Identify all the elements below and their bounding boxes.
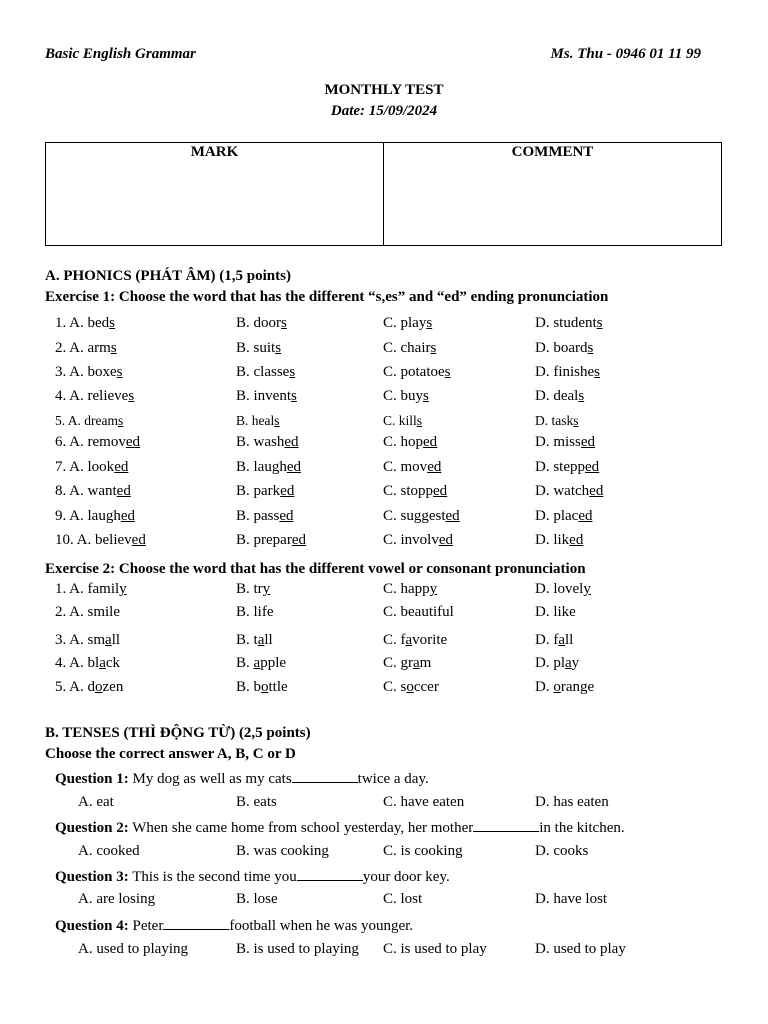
answer-blank <box>473 818 539 832</box>
answer-option: D. orange <box>535 679 595 695</box>
exercise-1-row <box>0 508 768 530</box>
question-text: Question 3: This is the second time you your door key. <box>55 869 450 885</box>
answer-option: D. deals <box>535 388 585 404</box>
exercise-1-row <box>0 340 768 362</box>
underlined-ending: s <box>573 413 579 428</box>
underlined-ending: ed <box>286 459 302 475</box>
underlined-ending: s <box>578 388 585 404</box>
answer-option: A. used to playing <box>78 941 188 957</box>
comment-cell: COMMENT <box>511 144 594 160</box>
mark-comment-table <box>45 142 722 246</box>
answer-option: 9. A. laughed <box>55 508 136 524</box>
underlined-ending: ed <box>585 459 600 475</box>
underlined-ending: s <box>289 364 296 380</box>
question-text: Question 4: Peter football when he was younger. <box>55 918 414 934</box>
answer-option: 7. A. looked <box>55 459 129 475</box>
test-date: Date: 15/09/2024 <box>330 103 438 119</box>
underlined-ending: ed <box>433 483 448 499</box>
underlined-ending: s <box>118 413 124 428</box>
answer-option: B. laughed <box>236 459 302 475</box>
question-label: Question 1: <box>55 771 129 787</box>
exercise-2-row <box>0 679 768 701</box>
exercise-1-row <box>0 364 768 386</box>
answer-option: C. happy <box>383 581 438 597</box>
answer-blank <box>292 769 358 783</box>
underlined-sound: y <box>583 581 591 597</box>
answer-option: 3. A. small <box>55 632 121 648</box>
answer-blank <box>163 916 229 930</box>
answer-option: C. beautiful <box>383 604 454 620</box>
question-label: Question 2: <box>55 820 129 836</box>
answer-option: B. classes <box>236 364 296 380</box>
answer-option: B. suits <box>236 340 282 356</box>
exercise-2-row <box>0 632 768 654</box>
answer-option: D. watched <box>535 483 604 499</box>
teacher-contact: Ms. Thu - 0946 01 11 99 <box>550 46 701 62</box>
underlined-ending: s <box>281 315 287 331</box>
answer-option: B. eats <box>236 794 277 810</box>
answer-option: B. is used to playing <box>236 941 359 957</box>
answer-option: C. lost <box>383 891 423 907</box>
exercise-2-row <box>0 581 768 603</box>
exercise-1-title: Exercise 1: Choose the word that has the different “s,es” and “ed” ending pronunciation <box>45 289 609 305</box>
answer-option: C. have eaten <box>383 794 465 810</box>
underlined-ending: ed <box>438 532 454 548</box>
answer-option: B. washed <box>236 434 299 450</box>
answer-option: 4. A. black <box>55 655 121 671</box>
answer-option: C. soccer <box>383 679 439 695</box>
answer-option: C. moved <box>383 459 442 475</box>
answer-option: C. potatoes <box>383 364 451 380</box>
underlined-sound: a <box>253 655 261 671</box>
question-options-row <box>0 891 768 913</box>
underlined-ending: ed <box>280 483 295 499</box>
exercise-1-row <box>0 388 768 410</box>
answer-option: D. fall <box>535 632 574 648</box>
answer-option: C. chairs <box>383 340 437 356</box>
exercise-1-row <box>0 459 768 481</box>
section-b-title: B. TENSES (THÌ ĐỘNG TỪ) (2,5 points) <box>45 725 311 741</box>
answer-option: D. have lost <box>535 891 608 907</box>
answer-option: D. missed <box>535 434 596 450</box>
underlined-ending: ed <box>284 434 299 450</box>
answer-option: C. gram <box>383 655 432 671</box>
underlined-ending: s <box>594 364 601 380</box>
answer-option: B. life <box>236 604 274 620</box>
underlined-ending: ed <box>291 532 306 548</box>
answer-option: C. suggested <box>383 508 460 524</box>
answer-option: 4. A. relieves <box>55 388 135 404</box>
exercise-1-row <box>0 315 768 337</box>
question-options-row <box>0 794 768 816</box>
underlined-ending: ed <box>114 459 129 475</box>
underlined-sound: y <box>262 581 271 597</box>
answer-option: A. eat <box>78 794 114 810</box>
answer-option: D. play <box>535 655 580 671</box>
answer-option: B. apple <box>236 655 287 671</box>
underlined-sound: a <box>565 655 572 671</box>
underlined-ending: ed <box>116 483 131 499</box>
answer-option: 8. A. wanted <box>55 483 131 499</box>
underlined-ending: ed <box>578 508 593 524</box>
answer-option: C. is cooking <box>383 843 463 859</box>
answer-option: B. parked <box>236 483 295 499</box>
underlined-sound: a <box>558 632 565 648</box>
answer-option: D. tasks <box>535 413 579 428</box>
answer-option: D. finishes <box>535 364 601 380</box>
underlined-ending: ed <box>589 483 604 499</box>
underlined-ending: s <box>444 364 451 380</box>
answer-option: D. placed <box>535 508 593 524</box>
answer-option: C. hoped <box>383 434 438 450</box>
underlined-sound: y <box>119 581 127 597</box>
answer-option: 5. A. dozen <box>55 679 124 695</box>
underlined-sound: o <box>95 679 103 695</box>
answer-option: B. bottle <box>236 679 288 695</box>
exercise-1-row <box>0 434 768 456</box>
underlined-ending: s <box>275 340 282 356</box>
section-a-title: A. PHONICS (PHÁT ÂM) (1,5 points) <box>45 268 291 284</box>
answer-option: 2. A. smile <box>55 604 121 620</box>
underlined-sound: y <box>429 581 438 597</box>
answer-option: B. lose <box>236 891 278 907</box>
answer-option: D. like <box>535 604 576 620</box>
exercise-2-row <box>0 604 768 626</box>
underlined-ending: s <box>110 340 117 356</box>
answer-option: D. students <box>535 315 603 331</box>
answer-option: D. lovely <box>535 581 591 597</box>
answer-option: D. used to play <box>535 941 626 957</box>
underlined-ending: ed <box>569 532 584 548</box>
underlined-sound: o <box>553 679 561 695</box>
answer-option: D. has eaten <box>535 794 609 810</box>
answer-option: D. stepped <box>535 459 600 475</box>
underlined-ending: ed <box>120 508 136 524</box>
answer-option: C. buys <box>383 388 429 404</box>
underlined-ending: s <box>109 315 116 331</box>
underlined-ending: s <box>587 340 594 356</box>
exercise-1-row <box>0 413 768 435</box>
question-label: Question 3: <box>55 869 129 885</box>
question-options-row <box>0 843 768 865</box>
underlined-sound: a <box>413 655 420 671</box>
underlined-ending: ed <box>125 434 140 450</box>
underlined-sound: a <box>99 655 106 671</box>
underlined-ending: ed <box>131 532 146 548</box>
underlined-sound: o <box>261 679 269 695</box>
answer-option: B. invents <box>236 388 297 404</box>
answer-option: B. prepared <box>236 532 306 548</box>
answer-option: A. are losing <box>78 891 156 907</box>
underlined-ending: s <box>128 388 135 404</box>
question-text: Question 1: My dog as well as my cats twice a day. <box>55 771 429 787</box>
answer-option: C. is used to play <box>383 941 487 957</box>
answer-option: B. doors <box>236 315 287 331</box>
underlined-sound: a <box>105 632 112 648</box>
answer-option: B. try <box>236 581 271 597</box>
course-title: Basic English Grammar <box>45 46 196 62</box>
exercise-1-row <box>0 483 768 505</box>
question-text: Question 2: When she came home from school yesterday, her mother in the kitchen. <box>55 820 625 836</box>
answer-option: B. was cooking <box>236 843 329 859</box>
answer-option: 1. A. beds <box>55 315 116 331</box>
underlined-ending: ed <box>423 434 438 450</box>
exercise-2-row <box>0 655 768 677</box>
answer-option: 3. A. boxes <box>55 364 123 380</box>
answer-option: 1. A. family <box>55 581 127 597</box>
answer-option: D. boards <box>535 340 594 356</box>
answer-blank <box>297 867 363 881</box>
question-label: Question 4: <box>55 918 129 934</box>
exercise-1-row <box>0 532 768 554</box>
answer-option: 6. A. removed <box>55 434 140 450</box>
answer-option: D. cooks <box>535 843 589 859</box>
underlined-ending: s <box>596 315 603 331</box>
answer-option: 5. A. dreams <box>55 413 124 428</box>
answer-option: C. favorite <box>383 632 448 648</box>
underlined-ending: s <box>291 388 297 404</box>
answer-option: A. cooked <box>78 843 140 859</box>
answer-option: B. heals <box>236 413 280 428</box>
mark-cell: MARK <box>46 143 384 245</box>
underlined-ending: s <box>423 388 429 404</box>
underlined-ending: s <box>116 364 123 380</box>
answer-option: C. involved <box>383 532 454 548</box>
test-title: MONTHLY TEST <box>324 82 444 98</box>
section-b-instruction: Choose the correct answer A, B, C or D <box>45 746 296 762</box>
underlined-sound: a <box>405 632 413 648</box>
exercise-2-title: Exercise 2: Choose the word that has the different vowel or consonant pronunciation <box>45 561 586 577</box>
underlined-ending: s <box>416 413 423 428</box>
answer-option: B. passed <box>236 508 294 524</box>
answer-option: D. liked <box>535 532 584 548</box>
answer-option: 10. A. believed <box>55 532 146 548</box>
answer-option: C. kills <box>383 413 423 428</box>
question-options-row <box>0 941 768 963</box>
underlined-ending: ed <box>279 508 294 524</box>
answer-option: B. tall <box>236 632 273 648</box>
underlined-ending: ed <box>427 459 442 475</box>
answer-option: C. plays <box>383 315 433 331</box>
answer-option: C. stopped <box>383 483 448 499</box>
underlined-sound: a <box>257 632 265 648</box>
answer-option: 2. A. arms <box>55 340 117 356</box>
underlined-ending: s <box>430 340 437 356</box>
underlined-ending: ed <box>580 434 596 450</box>
underlined-sound: o <box>406 679 414 695</box>
underlined-ending: s <box>274 413 280 428</box>
underlined-ending: ed <box>445 508 460 524</box>
underlined-ending: s <box>426 315 433 331</box>
